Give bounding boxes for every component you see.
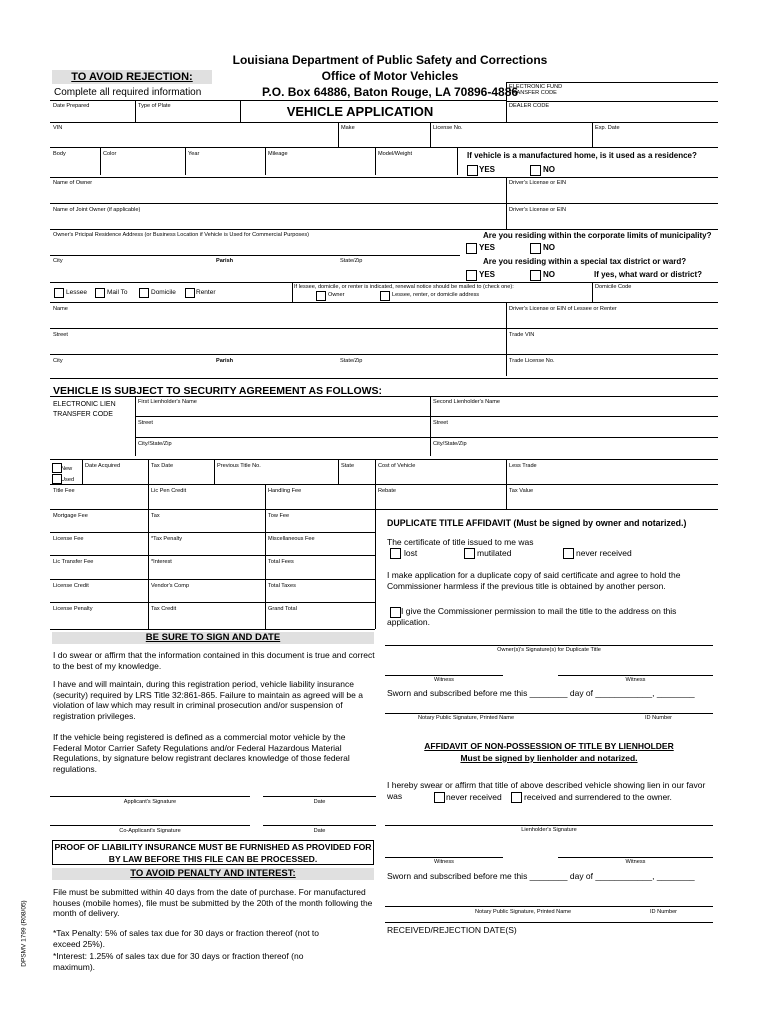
insurance-text: I have and will maintain, during this registration period, vehicle liability insurance (security) required by LRS Title 32:861-865. Failure to maintain as agreed will be a violation of law which may result in criminal prosecution and/or suspension of registration privileges. [53, 679, 363, 721]
penalty-filing-text: File must be submitted within 40 days from the date of purchase. For manufactured houses (mobile homes), file must be submitted by the 20th of the month following the month of delivery. [53, 887, 373, 919]
duplicate-application-text: I make application for a duplicate copy of said certificate and agree to hold the Commissioner harmless if the previous title is obtained by another person. [387, 570, 681, 591]
lessee-street-label: Street [53, 332, 68, 338]
mfg-home-no-checkbox[interactable] [530, 165, 541, 176]
license-no-label: License No. [433, 125, 463, 131]
total-fees-label: Total Fees [268, 559, 294, 565]
lost-checkbox[interactable] [390, 548, 401, 559]
security-heading: VEHICLE IS SUBJECT TO SECURITY AGREEMENT AS FOLLOWS: [53, 385, 383, 397]
never-received-checkbox[interactable] [563, 548, 574, 559]
affirm-text: I do swear or affirm that the information contained in this document is true and correct to the best of my knowledge. [53, 650, 375, 671]
applicant-sig-label: Applicant's Signature [123, 799, 177, 805]
renewal-lessee-label: Lessee, renter, or domicile address [392, 292, 480, 298]
special-tax-no-label: NO [543, 270, 555, 279]
lien-surrendered-checkbox[interactable] [511, 792, 522, 803]
lien-witness-1-label: Witness [434, 859, 454, 865]
first-lien-city-label: City/State/Zip [138, 441, 172, 447]
mutilated-checkbox[interactable] [464, 548, 475, 559]
renewal-lessee-checkbox[interactable] [380, 291, 390, 301]
lic-transfer-fee-label: Lic Transfer Fee [53, 559, 94, 565]
first-lienholder-label: First Lienholder's Name [138, 399, 197, 405]
second-lien-street-label: Street [433, 420, 448, 426]
lienholder-sig-label: Lienholder's Signature [521, 827, 577, 833]
received-rejection-label: RECEIVED/REJECTION DATE(S) [387, 925, 517, 935]
lessee-label: Lessee [66, 289, 87, 296]
manufactured-home-question: If vehicle is a manufactured home, is it used as a residence? [467, 151, 697, 160]
domicile-label: Domicile [151, 289, 176, 296]
new-label: New [61, 466, 73, 472]
commercial-text: If the vehicle being registered is defined as a commercial motor vehicle by the Federal Motor Carrier Safety Regulations and/or Federal Hazardous Material Regulations, by signature below registrant declares knowledge of those federal regulations. [53, 732, 350, 774]
lien-id-number-label: ID Number [650, 909, 678, 915]
owner-sig-label: Owner(s)'s Signature(s) for Duplicate Title [497, 647, 601, 653]
penalty-heading-text: TO AVOID PENALTY AND INTEREST: [130, 868, 296, 879]
make-label: Make [341, 125, 355, 131]
co-applicant-sig-label: Co-Applicant's Signature [119, 828, 181, 834]
form-number: DPSMV 1799 (R08/05) [20, 900, 28, 967]
license-fee-label: License Fee [53, 536, 84, 542]
applicant-date-label: Date [313, 799, 326, 805]
cost-of-vehicle-label: Cost of Vehicle [378, 463, 416, 469]
model-weight-label: Model/Weight [378, 151, 413, 157]
joint-owner-label: Name of Joint Owner (if applicable) [53, 207, 141, 213]
office-name: Office of Motor Vehicles [321, 69, 459, 83]
sign-heading-text: BE SURE TO SIGN AND DATE [145, 632, 281, 643]
handling-fee-label: Handling Fee [268, 488, 302, 494]
mail-to-checkbox[interactable] [95, 288, 105, 298]
grand-total-label: Grand Total [268, 606, 297, 612]
tax-credit-label: Tax Credit [151, 606, 177, 612]
sign-heading [52, 632, 374, 644]
tax-date-label: Tax Date [151, 463, 174, 469]
special-tax-yes-checkbox[interactable] [466, 270, 477, 281]
mail-to-label: Mail To [107, 289, 128, 296]
complete-info-note: Complete all required information [54, 87, 202, 98]
corporate-yes-label: YES [479, 243, 496, 252]
lessee-city-label: City [53, 358, 63, 364]
lost-label: lost [404, 548, 418, 558]
mail-permission-text: I give the Commissioner permission to mail the title to the address on this application. [387, 606, 677, 627]
lien-witness-2-label: Witness [625, 859, 646, 865]
special-tax-yes-label: YES [479, 270, 496, 279]
renter-label: Renter [196, 289, 216, 296]
duplicate-title-heading: DUPLICATE TITLE AFFIDAVIT (Must be signed by owner and notarized.) [387, 518, 687, 528]
mailing-address: P.O. Box 64886, Baton Rouge, LA 70896-4886 [261, 85, 519, 99]
lessee-dl-label: Driver's License or EIN of Lessee or Renter [509, 306, 617, 312]
city-label: City [53, 258, 63, 264]
lessee-checkbox[interactable] [54, 288, 64, 298]
tax-label: Tax [151, 513, 160, 519]
mfg-home-yes-label: YES [479, 165, 496, 174]
lessee-name-label: Name [53, 306, 68, 312]
avoid-rejection-heading: TO AVOID REJECTION: [52, 70, 212, 84]
domicile-checkbox[interactable] [139, 288, 149, 298]
state-zip-label: State/Zip [340, 258, 363, 264]
lic-pen-credit-label: Lic Pen Credit [151, 488, 187, 494]
color-label: Color [103, 151, 117, 157]
ward-question: If yes, what ward or district? [594, 270, 703, 279]
joint-owner-dl-label: Driver's License or EIN [509, 207, 567, 213]
dept-name: Louisiana Department of Public Safety and Corrections [232, 53, 548, 67]
lessee-parish-label: Parish [216, 358, 234, 364]
never-received-label: never received [576, 548, 632, 558]
previous-title-label: Previous Title No. [217, 463, 261, 469]
lien-surrendered-label: received and surrendered to the owner. [524, 792, 672, 802]
mutilated-label: mutilated [477, 548, 512, 558]
renter-checkbox[interactable] [185, 288, 195, 298]
mileage-label: Mileage [268, 151, 288, 157]
parish-label: Parish [216, 258, 234, 264]
principal-address-label: Owner's Pricipal Residence Address (or Business Location if Vehicle is Used for Commercial Purposes) [53, 232, 310, 238]
lien-never-received-label: never received [446, 792, 502, 802]
mfg-home-yes-checkbox[interactable] [467, 165, 478, 176]
witness-2-label: Witness [625, 677, 646, 683]
type-of-plate-label: Type of Plate [138, 103, 171, 109]
co-applicant-date-label: Date [313, 828, 326, 834]
license-penalty-label: License Penalty [53, 606, 93, 612]
dup-notary-label: Notary Public Signature, Printed Name [418, 715, 515, 721]
first-lien-street-label: Street [138, 420, 153, 426]
penalty-heading [52, 868, 374, 880]
trade-license-label: Trade License No. [509, 358, 555, 364]
date-prepared-label: Date Prepared [53, 103, 90, 109]
lien-notary-label: Notary Public Signature, Printed Name [475, 909, 572, 915]
corporate-no-checkbox[interactable] [530, 243, 541, 254]
lessee-state-zip-label: State/Zip [340, 358, 363, 364]
less-trade-label: Less Trade [509, 463, 537, 469]
interest-note: *Interest: 1.25% of sales tax due for 30 days or fraction thereof (no maximum). [53, 951, 304, 972]
mortgage-fee-label: Mortgage Fee [53, 513, 88, 519]
form-title: VEHICLE APPLICATION [286, 104, 434, 119]
title-fee-label: Title Fee [53, 488, 75, 494]
owner-dl-label: Driver's License or EIN [509, 180, 567, 186]
trade-vin-label: Trade VIN [509, 332, 535, 338]
mfg-home-no-label: NO [543, 165, 555, 174]
lien-sworn-text: Sworn and subscribed before me this ________ day of ____________, ________ [387, 871, 695, 881]
tax-penalty-label: *Tax Penalty [151, 536, 183, 542]
date-acquired-label: Date Acquired [85, 463, 121, 469]
special-tax-no-checkbox[interactable] [530, 270, 541, 281]
special-tax-question: Are you residing within a special tax district or ward? [483, 257, 687, 266]
body-label: Body [53, 151, 66, 157]
renewal-owner-checkbox[interactable] [316, 291, 326, 301]
eft-code-label: ELECTRONIC FUND TRANSFER CODE [509, 84, 563, 97]
second-lien-city-label: City/State/Zip [433, 441, 467, 447]
corporate-no-label: NO [543, 243, 555, 252]
dup-id-number-label: ID Number [645, 715, 673, 721]
second-lienholder-label: Second Lienholder's Name [433, 399, 500, 405]
rebate-label: Rebate [378, 488, 397, 494]
owner-name-label: Name of Owner [53, 180, 93, 186]
exp-date-label: Exp. Date [595, 125, 620, 131]
elt-code-label: ELECTRONIC LIEN TRANSFER CODE [53, 401, 116, 418]
misc-fee-label: Miscellaneous Fee [268, 536, 315, 542]
tax-value-label: Tax Value [509, 488, 534, 494]
vin-label: VIN [53, 125, 63, 131]
tow-fee-label: Tow Fee [268, 513, 290, 519]
state-label: State [341, 463, 355, 469]
tax-penalty-note: *Tax Penalty: 5% of sales tax due for 30 days or fraction thereof (not to exceed 25%). [53, 928, 320, 949]
year-label: Year [188, 151, 200, 157]
interest-label: *Interest [151, 559, 172, 565]
proof-insurance-box: PROOF OF LIABILITY INSURANCE MUST BE FURNISHED AS PROVIDED FOR BY LAW BEFORE THIS FILE CAN BE PROCESSED. [52, 840, 374, 865]
nonpossession-text: I hereby swear or affirm that title of above described vehicle showing lien in our favor was [387, 780, 706, 801]
vendors-comp-label: Vendor's Comp [151, 583, 190, 589]
domicile-code-label: Domicile Code [595, 284, 632, 290]
corporate-limits-question: Are you residing within the corporate limits of municipality? [483, 231, 712, 240]
used-label: Used [61, 477, 75, 483]
nonpossession-heading: AFFIDAVIT OF NON-POSSESSION OF TITLE BY LIENHOLDER [424, 741, 674, 751]
lien-never-received-checkbox[interactable] [434, 792, 445, 803]
renewal-owner-label: Owner [328, 292, 345, 298]
license-credit-label: License Credit [53, 583, 89, 589]
nonpossession-subheading: Must be signed by lienholder and notarized. [460, 753, 638, 763]
total-taxes-label: Total Taxes [268, 583, 296, 589]
dealer-code-label: DEALER CODE [509, 103, 550, 109]
witness-1-label: Witness [434, 677, 454, 683]
mail-renewal-note: If lessee, domicile, or renter is indicated, renewal notice should be mailed to (check one): [294, 284, 514, 290]
cert-issued-text: The certificate of title issued to me was [387, 537, 534, 547]
dup-sworn-text: Sworn and subscribed before me this ________ day of ____________, ________ [387, 688, 695, 698]
corporate-yes-checkbox[interactable] [466, 243, 477, 254]
